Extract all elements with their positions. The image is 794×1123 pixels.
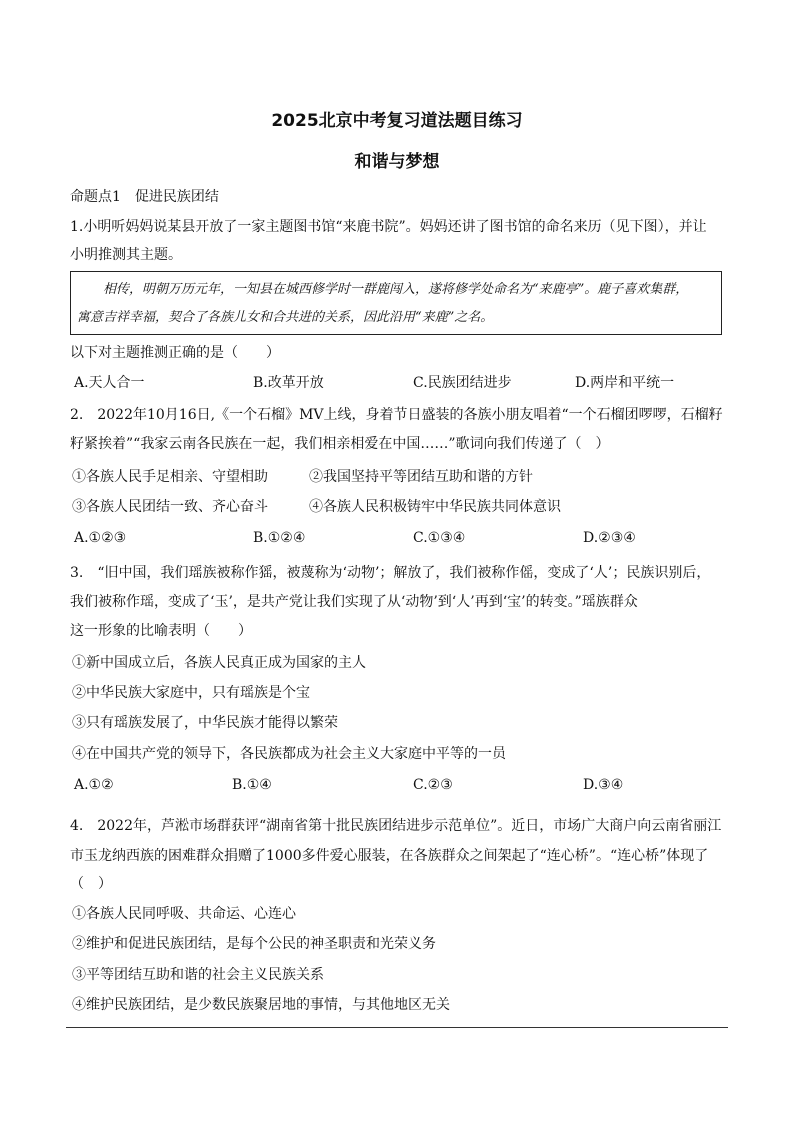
q2-option-b: B.①②④ — [253, 530, 306, 546]
q3-stem-line-1: 3. “旧中国，我们瑶族被称作猺，被蔑称为‘动物’；解放了，我们被称作傜，变成了‘人’；民族识别后， — [70, 565, 711, 581]
section-heading: 命题点1 促进民族团结 — [70, 189, 219, 205]
q1-option-a: A.天人合一 — [74, 375, 145, 391]
q4-stem-line-1: 4. 2022年，芦淞市场群获评“湖南省第十批民族团结进步示范单位”。近日，市场广大商户向云南省丽江 — [70, 818, 722, 834]
q3-choice-4: ④在中国共产党的领导下，各民族都成为社会主义大家庭中平等的一员 — [72, 746, 506, 762]
document-subtitle: 和谐与梦想 — [354, 152, 440, 172]
q4-choice-2: ②维护和促进民族团结，是每个公民的神圣职责和光荣义务 — [72, 936, 436, 952]
q1-story-box — [70, 271, 722, 335]
q3-option-c: C.②③ — [413, 777, 453, 793]
q3-choice-2: ②中华民族大家庭中，只有瑶族是个宝 — [72, 685, 310, 701]
q4-choice-1: ①各族人民同呼吸、共命运、心连心 — [72, 906, 296, 922]
q1-box-line-1: 相传，明朝万历元年，一知县在城西修学时一群鹿闯入，遂将修学处命名为“来鹿亭”。鹿子喜欢集群， — [77, 282, 689, 297]
q1-option-b: B.改革开放 — [253, 375, 324, 391]
q3-choice-3: ③只有瑶族发展了，中华民族才能得以繁荣 — [72, 715, 338, 731]
q3-choice-1: ①新中国成立后，各族人民真正成为国家的主人 — [72, 655, 366, 671]
q4-choice-3: ③平等团结互助和谐的社会主义民族关系 — [72, 967, 324, 983]
q4-choice-4: ④维护民族团结，是少数民族聚居地的事情，与其他地区无关 — [72, 997, 450, 1013]
q3-option-b: B.①④ — [232, 777, 272, 793]
q2-choice-3: ③各族人民团结一致、齐心奋斗 — [72, 499, 268, 515]
q1-option-d: D.两岸和平统一 — [575, 375, 675, 391]
q1-box-line-2: 寓意吉祥幸福，契合了各族儿女和合共进的关系，因此沿用“来鹿”之名。 — [77, 310, 494, 325]
q2-option-d: D.②③④ — [583, 530, 636, 546]
q2-stem-line-2: 籽紧挨着”“我家云南各民族在一起，我们相亲相爱在中国……”歌词向我们传递了（ ） — [70, 436, 610, 452]
q2-stem-line-1: 2. 2022年10月16日,《一个石榴》MV上线，身着节日盛装的各族小朋友唱着“一个石榴团啰啰，石榴籽 — [70, 407, 723, 423]
q2-option-c: C.①③④ — [413, 530, 466, 546]
q3-option-a: A.①② — [74, 777, 114, 793]
q2-choice-1: ①各族人民手足相亲、守望相助 — [72, 469, 268, 485]
q4-stem-line-2: 市玉龙纳西族的困难群众捐赠了1000多件爱心服装，在各族群众之间架起了“连心桥”。“连心桥”体现了 — [70, 848, 709, 864]
q2-choice-4: ④各族人民积极铸牢中华民族共同体意识 — [309, 499, 561, 515]
q1-option-c: C.民族团结进步 — [413, 375, 512, 391]
q3-option-d: D.③④ — [583, 777, 624, 793]
q2-choice-2: ②我国坚持平等团结互助和谐的方针 — [309, 469, 533, 485]
q1-stem-line-2: 小明推测其主题。 — [70, 247, 182, 263]
q1-ask: 以下对主题推测正确的是（ ） — [70, 345, 280, 361]
q1-stem-line-1: 1.小明听妈妈说某县开放了一家主题图书馆“来鹿书院”。妈妈还讲了图书馆的命名来历（见下图），并让 — [70, 219, 707, 235]
q4-stem-line-3: （ ） — [70, 876, 112, 892]
footer-rule — [66, 1027, 728, 1028]
q3-stem-line-3: 这一形象的比喻表明（ ） — [70, 623, 252, 639]
q3-stem-line-2: 我们被称作瑶，变成了‘玉’，是共产党让我们实现了从‘动物’到‘人’再到‘宝’的转变。”瑶族群众 — [70, 594, 638, 610]
q2-option-a: A.①②③ — [74, 530, 127, 546]
document-title: 2025北京中考复习道法题目练习 — [271, 111, 523, 131]
